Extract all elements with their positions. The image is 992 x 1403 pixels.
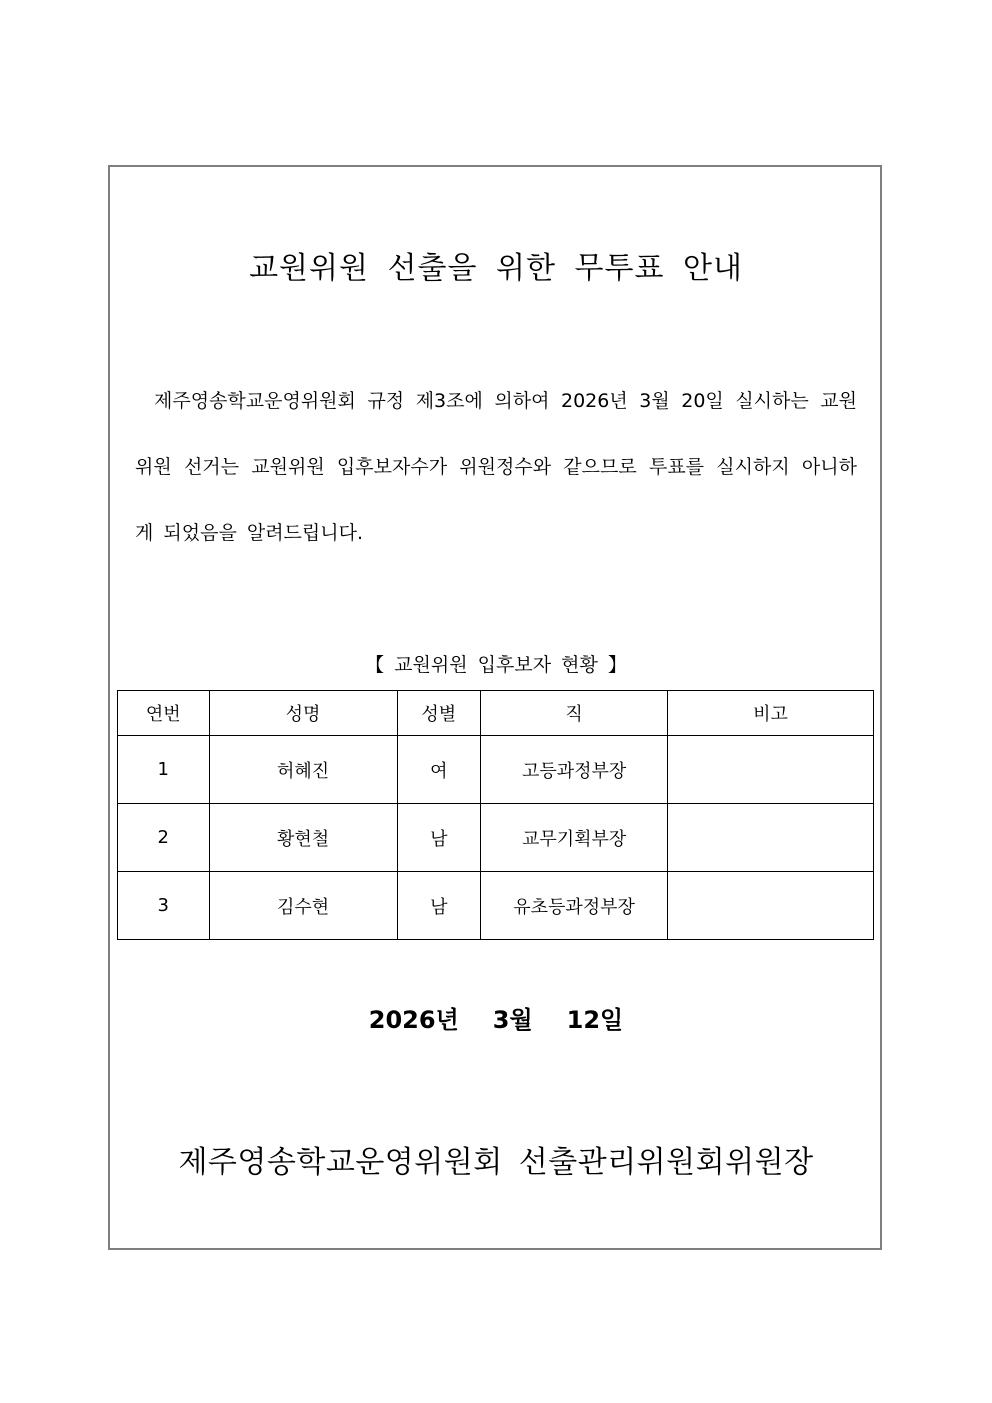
cell-note — [668, 872, 874, 940]
cell-sex: 남 — [397, 804, 481, 872]
cell-no: 1 — [118, 736, 210, 804]
table-row — [118, 736, 874, 804]
table-header-row — [118, 691, 874, 736]
header-position: 직 — [481, 691, 668, 736]
candidates-table — [117, 690, 874, 940]
cell-sex: 남 — [397, 872, 481, 940]
cell-name: 김수현 — [209, 872, 397, 940]
header-name: 성명 — [209, 691, 397, 736]
notice-date — [0, 1000, 992, 1035]
table-row — [118, 804, 874, 872]
date-month: 3월 — [492, 1006, 533, 1034]
signature: 제주영송학교운영위원회 선출관리위원회위원장 — [178, 1145, 814, 1180]
date-year: 2026년 — [368, 1006, 459, 1034]
cell-name: 황현철 — [209, 804, 397, 872]
header-no: 연번 — [118, 691, 210, 736]
cell-note — [668, 736, 874, 804]
cell-position: 교무기획부장 — [481, 804, 668, 872]
cell-sex: 여 — [397, 736, 481, 804]
date-day: 12일 — [566, 1006, 624, 1034]
cell-no: 3 — [118, 872, 210, 940]
notice-body: 제주영송학교운영위원회 규정 제3조에 의하여 2026년 3월 20일 실시하는 교원위원 선거는 교원위원 입후보자수가 위원정수와 같으므로 투표를 실시하지 아니하게 되었음을 알려드립니다. — [135, 390, 857, 544]
cell-no: 2 — [118, 804, 210, 872]
header-sex: 성별 — [397, 691, 481, 736]
notice-title: 교원위원 선출을 위한 무투표 안내 — [249, 251, 743, 286]
header-note: 비고 — [668, 691, 874, 736]
cell-note — [668, 804, 874, 872]
cell-position: 유초등과정부장 — [481, 872, 668, 940]
cell-name: 허혜진 — [209, 736, 397, 804]
cell-position: 고등과정부장 — [481, 736, 668, 804]
table-caption: 【 교원위원 입후보자 현황 】 — [365, 654, 627, 676]
table-row — [118, 872, 874, 940]
